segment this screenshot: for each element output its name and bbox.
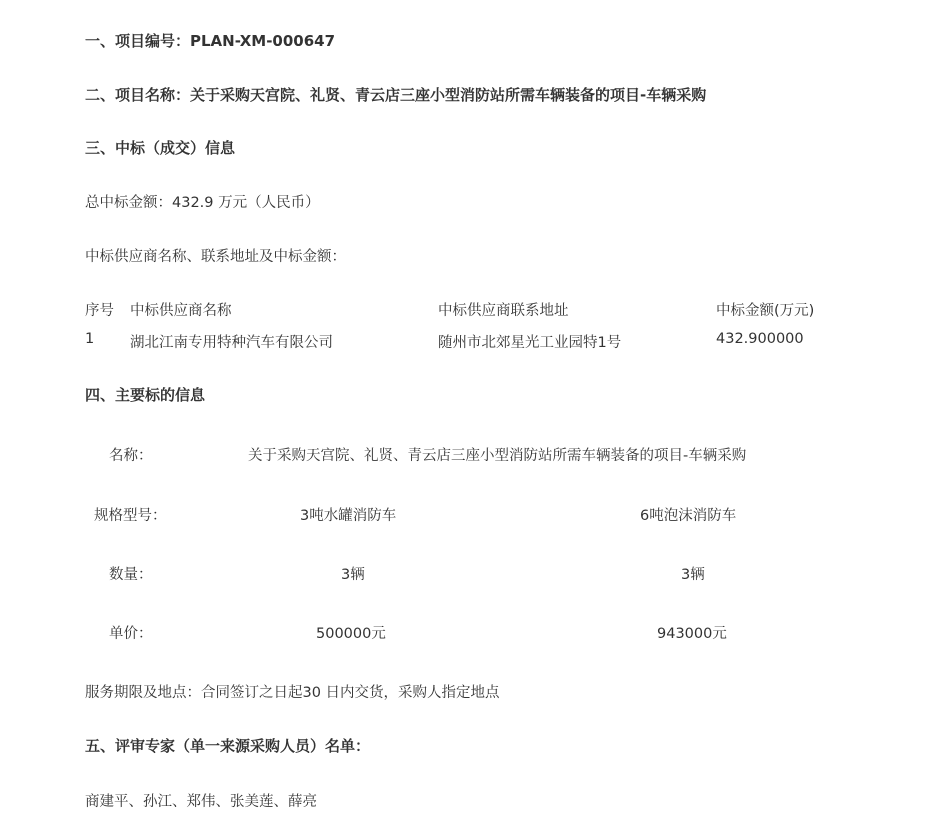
section-experts: 五、评审专家（单一来源采购人员）名单： [85, 737, 371, 755]
service-period: 服务期限及地点：合同签订之日起30 日内交货，采购人指定地点 [85, 685, 500, 701]
item-spec-2: 6吨泡沫消防车 [640, 508, 737, 524]
table-cell-name: 湖北江南专用特种汽车有限公司 [130, 335, 333, 351]
table-header-amount: 中标金额(万元) [716, 303, 815, 319]
section-project-number: 一、项目编号：PLAN-XM-000647 [85, 32, 336, 50]
section-main-item-info: 四、主要标的信息 [85, 386, 206, 404]
item-name-label: 名称： [109, 448, 153, 464]
item-price-label: 单价： [109, 626, 153, 642]
item-name-value: 关于采购天宫院、礼贤、青云店三座小型消防站所需车辆装备的项目-车辆采购 [248, 448, 747, 464]
supplier-intro: 中标供应商名称、联系地址及中标金额： [85, 249, 346, 265]
item-price-2: 943000元 [657, 626, 727, 642]
table-cell-address: 随州市北郊星光工业园特1号 [438, 335, 622, 351]
section-project-name: 二、项目名称：关于采购天宫院、礼贤、青云店三座小型消防站所需车辆装备的项目-车辆采购 [85, 86, 707, 104]
table-cell-amount: 432.900000 [716, 331, 804, 347]
table-cell-no: 1 [85, 331, 95, 347]
item-price-1: 500000元 [316, 626, 386, 642]
table-header-address: 中标供应商联系地址 [438, 303, 569, 319]
item-qty-2: 3辆 [681, 567, 705, 583]
item-qty-label: 数量： [109, 567, 153, 583]
table-header-no: 序号 [85, 303, 114, 319]
item-qty-1: 3辆 [341, 567, 365, 583]
section-award-info: 三、中标（成交）信息 [85, 139, 236, 157]
experts-list: 商建平、孙江、郑伟、张美莲、薛亮 [85, 794, 317, 810]
total-amount: 总中标金额：432.9 万元（人民币） [85, 195, 320, 211]
item-spec-1: 3吨水罐消防车 [300, 508, 397, 524]
table-header-name: 中标供应商名称 [130, 303, 232, 319]
item-spec-label: 规格型号： [94, 508, 167, 524]
